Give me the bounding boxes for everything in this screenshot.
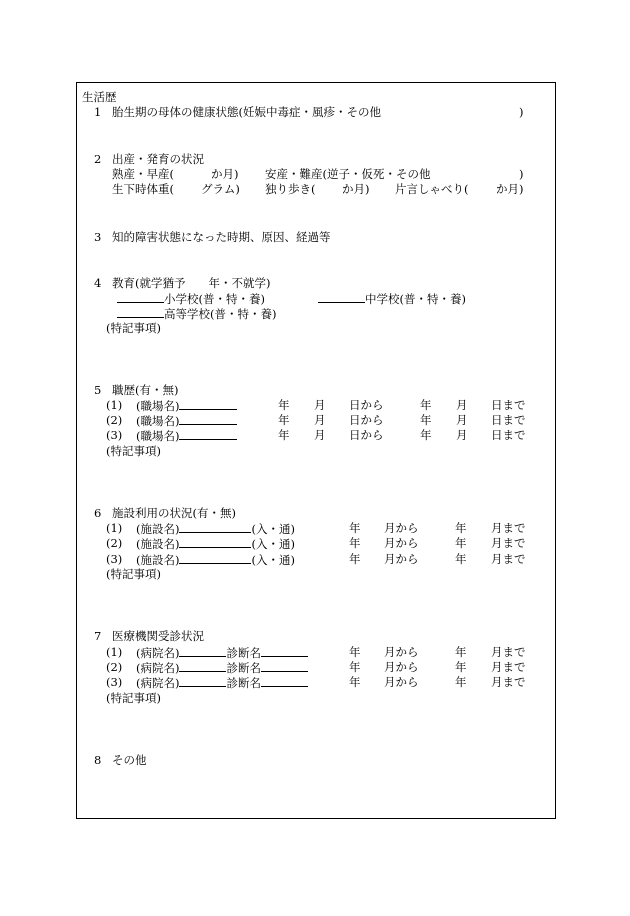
job-row-2-field xyxy=(136,413,237,428)
middle-school-label: 中学校(普・特・養) xyxy=(365,292,466,306)
job-row-2-month-end: 月 xyxy=(456,413,468,427)
facility-row-3-year-end: 年 xyxy=(455,552,467,566)
section-7-number: 7 xyxy=(94,629,102,643)
hospital-row-2-label: (病院名) xyxy=(136,661,180,675)
job-row-1-blank[interactable] xyxy=(179,398,237,410)
hospital-row-1-index: (1) xyxy=(106,645,123,659)
facility-row-1-blank[interactable] xyxy=(179,521,251,533)
hospital-row-1-field xyxy=(136,645,308,660)
job-row-1-month-end: 月 xyxy=(456,398,468,412)
job-row-1-to: 日まで xyxy=(491,398,526,412)
facility-row-3-blank[interactable] xyxy=(179,552,251,564)
facility-row-2-label: (施設名) xyxy=(136,537,180,551)
section-3-number: 3 xyxy=(94,230,102,244)
job-row-2-from: 日から xyxy=(349,413,384,427)
facility-row-2-blank[interactable] xyxy=(179,536,251,548)
job-row-1-label: (職場名) xyxy=(136,399,180,413)
job-row-1-month-start: 月 xyxy=(314,398,326,412)
hospital-row-2-diagnosis-label: 診断名 xyxy=(226,661,261,675)
facility-row-1-label: (施設名) xyxy=(136,522,180,536)
section-5-heading: 職歴(有・無) xyxy=(112,383,179,397)
job-row-2-year-end: 年 xyxy=(420,413,432,427)
section-8-text: その他 xyxy=(112,753,147,767)
walking-months: か月) xyxy=(342,182,370,196)
job-row-1-year-end: 年 xyxy=(420,398,432,412)
delivery-type-field: 安産・難産(逆子・仮死・その他 xyxy=(265,167,431,181)
hospital-row-2-diagnosis-blank[interactable] xyxy=(261,660,308,672)
facility-row-3-label: (施設名) xyxy=(136,553,180,567)
facility-row-1-kind: (入・通) xyxy=(251,522,295,536)
facility-row-1-to: 月まで xyxy=(491,521,526,535)
job-row-1-from: 日から xyxy=(349,398,384,412)
section-4-number: 4 xyxy=(94,276,102,290)
hospital-row-1-year-start: 年 xyxy=(349,645,361,659)
hospital-row-2-blank[interactable] xyxy=(179,660,226,672)
middle-school-blank[interactable] xyxy=(318,291,365,303)
hospital-row-1-to: 月まで xyxy=(491,645,526,659)
section-6-heading: 施設利用の状況(有・無) xyxy=(112,506,236,520)
job-row-2-blank[interactable] xyxy=(179,413,237,425)
elementary-school-blank[interactable] xyxy=(117,291,164,303)
job-row-2-year-start: 年 xyxy=(278,413,290,427)
hospital-row-3-field xyxy=(136,675,308,690)
section-6-number: 6 xyxy=(94,506,102,520)
facility-row-2-index: (2) xyxy=(106,536,123,550)
facility-row-3-field xyxy=(136,552,295,567)
section-6-note: (特記事項) xyxy=(106,567,161,581)
hospital-row-2-index: (2) xyxy=(106,660,123,674)
section-4-note: (特記事項) xyxy=(106,321,161,335)
job-row-2-index: (2) xyxy=(106,413,123,427)
hospital-row-3-diagnosis-blank[interactable] xyxy=(261,675,308,687)
facility-row-1-field xyxy=(136,521,295,536)
job-row-3-from: 日から xyxy=(349,428,384,442)
facility-row-3-from: 月から xyxy=(384,552,419,566)
hospital-row-3-index: (3) xyxy=(106,675,123,689)
facility-row-2-from: 月から xyxy=(384,536,419,550)
middle-school-field xyxy=(318,291,466,306)
facility-row-2-year-start: 年 xyxy=(349,536,361,550)
hospital-row-1-diagnosis-blank[interactable] xyxy=(261,645,308,657)
facility-row-1-index: (1) xyxy=(106,521,123,535)
first-words-field: 片言しゃべり( xyxy=(395,182,469,196)
hospital-row-2-year-start: 年 xyxy=(349,660,361,674)
section-8-number: 8 xyxy=(94,753,102,767)
elementary-school-label: 小学校(普・特・養) xyxy=(164,292,265,306)
job-row-1-index: (1) xyxy=(106,398,123,412)
form-title: 生活歴 xyxy=(82,90,117,104)
section-3-text: 知的障害状態になった時期、原因、経過等 xyxy=(112,230,331,244)
job-row-3-month-end: 月 xyxy=(456,428,468,442)
hospital-row-2-year-end: 年 xyxy=(455,660,467,674)
facility-row-3-year-start: 年 xyxy=(349,552,361,566)
hospital-row-3-from: 月から xyxy=(384,675,419,689)
facility-row-2-to: 月まで xyxy=(491,536,526,550)
job-row-3-month-start: 月 xyxy=(314,428,326,442)
job-row-3-index: (3) xyxy=(106,428,123,442)
facility-row-2-kind: (入・通) xyxy=(251,537,295,551)
birth-term-field: 熟産・早産( xyxy=(112,167,174,181)
walking-field: 独り歩き( xyxy=(265,182,316,196)
hospital-row-1-diagnosis-label: 診断名 xyxy=(226,646,261,660)
facility-row-1-year-start: 年 xyxy=(349,521,361,535)
facility-row-3-to: 月まで xyxy=(491,552,526,566)
section-2-heading: 出産・発育の状況 xyxy=(112,152,204,166)
section-7-heading: 医療機関受診状況 xyxy=(112,629,204,643)
hospital-row-1-label: (病院名) xyxy=(136,646,180,660)
job-row-3-field xyxy=(136,428,237,443)
hospital-row-1-year-end: 年 xyxy=(455,645,467,659)
high-school-blank[interactable] xyxy=(117,306,164,318)
hospital-row-3-to: 月まで xyxy=(491,675,526,689)
job-row-2-label: (職場名) xyxy=(136,414,180,428)
first-words-months: か月) xyxy=(496,182,524,196)
high-school-label: 高等学校(普・特・養) xyxy=(164,307,277,321)
job-row-3-blank[interactable] xyxy=(179,428,237,440)
job-row-1-year-start: 年 xyxy=(278,398,290,412)
hospital-row-1-from: 月から xyxy=(384,645,419,659)
section-5-note: (特記事項) xyxy=(106,444,161,458)
section-7-note: (特記事項) xyxy=(106,691,161,705)
hospital-row-3-year-end: 年 xyxy=(455,675,467,689)
hospital-row-3-diagnosis-label: 診断名 xyxy=(226,676,261,690)
section-1-text: 胎生期の母体の健康状態(妊娠中毒症・風疹・その他 xyxy=(112,105,381,119)
facility-row-1-year-end: 年 xyxy=(455,521,467,535)
hospital-row-3-year-start: 年 xyxy=(349,675,361,689)
elementary-school-field xyxy=(117,291,265,306)
hospital-row-3-label: (病院名) xyxy=(136,676,180,690)
birth-term-months: か月) xyxy=(211,167,239,181)
job-row-2-to: 日まで xyxy=(491,413,526,427)
hospital-row-2-field xyxy=(136,660,308,675)
hospital-row-3-blank[interactable] xyxy=(179,675,226,687)
section-5-number: 5 xyxy=(94,383,102,397)
job-row-2-month-start: 月 xyxy=(314,413,326,427)
hospital-row-2-to: 月まで xyxy=(491,660,526,674)
job-row-1-field xyxy=(136,398,237,413)
section-2-number: 2 xyxy=(94,152,102,166)
hospital-row-1-blank[interactable] xyxy=(179,645,226,657)
facility-row-3-index: (3) xyxy=(106,552,123,566)
delivery-type-close: ) xyxy=(519,167,524,181)
section-1-number: 1 xyxy=(94,105,102,119)
high-school-field xyxy=(117,306,276,321)
facility-row-3-kind: (入・通) xyxy=(251,553,295,567)
facility-row-2-field xyxy=(136,536,295,551)
birth-weight-unit: グラム) xyxy=(201,182,240,196)
facility-row-2-year-end: 年 xyxy=(455,536,467,550)
birth-weight-field: 生下時体重( xyxy=(112,182,174,196)
job-row-3-to: 日まで xyxy=(491,428,526,442)
hospital-row-2-from: 月から xyxy=(384,660,419,674)
section-1-close: ) xyxy=(519,105,524,119)
section-4-text: 教育(就学猶予 年・不就学) xyxy=(112,276,271,290)
job-row-3-year-end: 年 xyxy=(420,428,432,442)
job-row-3-year-start: 年 xyxy=(278,428,290,442)
job-row-3-label: (職場名) xyxy=(136,429,180,443)
facility-row-1-from: 月から xyxy=(384,521,419,535)
